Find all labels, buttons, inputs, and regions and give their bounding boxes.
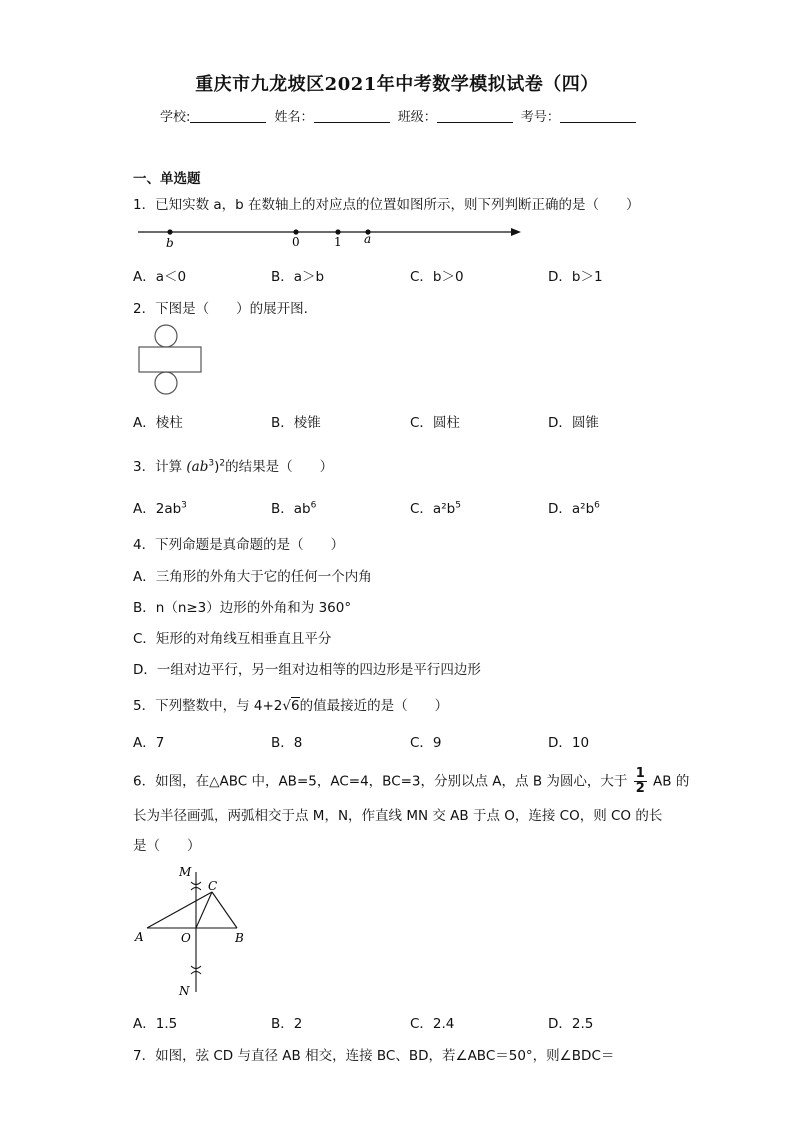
name-blank	[314, 110, 390, 123]
q1-option-a: A．a＜0	[133, 269, 187, 285]
q5-radicand: 6	[290, 698, 300, 714]
q2-option-b: B．棱锥	[271, 415, 321, 431]
school-blank	[190, 110, 266, 123]
class-label: 班级：	[397, 110, 437, 125]
q3-prefix: 3．计算	[133, 459, 187, 475]
q6-option-c: C．2.4	[410, 1016, 455, 1032]
q3-close-paren: )	[214, 459, 220, 475]
question-7-text: 7．如图，弦 CD 与直径 AB 相交，连接 BC、BD，若∠ABC＝50°，则∠BDC＝	[133, 1048, 615, 1064]
fraction-numerator: 1	[635, 766, 645, 781]
q5-option-c: C．9	[410, 735, 442, 751]
question-2-text: 2．下图是（ ）的展开图.	[133, 301, 308, 317]
class-blank	[437, 110, 513, 123]
q4-option-d: D．一组对边平行，另一组对边相等的四边形是平行四边形	[133, 662, 481, 678]
arrow-icon	[511, 228, 521, 236]
label-o: O	[181, 931, 191, 945]
q6-line1-end: AB 的	[653, 773, 690, 790]
q3-exponent-inner: 3	[208, 458, 215, 469]
segment-co	[196, 892, 212, 928]
label-c: C	[208, 879, 218, 893]
q4-option-c: C．矩形的对角线互相垂直且平分	[133, 631, 332, 647]
question-5-text	[133, 694, 448, 714]
question-6-line-1	[133, 767, 689, 796]
question-1-text: 1．已知实数 a，b 在数轴上的对应点的位置如图所示，则下列判断正确的是（ ）	[133, 197, 640, 213]
label-a: A	[135, 930, 144, 944]
school-label: 学校:	[160, 110, 191, 125]
label-zero: 0	[292, 235, 300, 249]
bottom-circle	[155, 372, 177, 394]
number-line-figure	[133, 218, 533, 250]
q1-option-c: C．b＞0	[410, 269, 464, 285]
q6-line1-text: 6．如图，在△ABC 中，AB=5，AC=4，BC=3，分别以点 A，点 B 为圆心，大于	[133, 773, 628, 790]
fraction-denominator: 2	[635, 781, 645, 796]
q5-suffix: 的值最接近的是（ ）	[299, 698, 449, 714]
label-n: N	[179, 984, 190, 998]
point-zero	[293, 229, 298, 234]
q3-suffix: 的结果是（ ）	[225, 459, 334, 475]
question-3-text	[133, 455, 333, 475]
q3-exponent-outer: 2	[219, 458, 226, 469]
q5-option-a: A．7	[133, 735, 165, 751]
label-b: b	[166, 236, 174, 250]
student-info-row	[160, 106, 640, 125]
number-blank	[560, 110, 636, 123]
q4-option-a: A．三角形的外角大于它的任何一个内角	[133, 569, 372, 585]
cylinder-net-figure	[133, 322, 208, 402]
q5-prefix: 5．下列整数中，与 4+2	[133, 698, 283, 714]
segment-ac	[147, 892, 212, 928]
q2-option-d: D．圆锥	[548, 415, 599, 431]
q3-option-b: B．$ab^6$	[271, 500, 317, 517]
label-m: M	[179, 865, 192, 879]
net-rectangle	[139, 347, 201, 372]
point-b	[167, 229, 172, 234]
point-one	[335, 229, 340, 234]
sqrt-icon: √	[282, 698, 291, 714]
question-4-text: 4．下列命题是真命题的是（ ）	[133, 537, 345, 553]
page-title: 重庆市九龙坡区2021年中考数学模拟试卷（四）	[195, 74, 599, 95]
label-one: 1	[334, 235, 342, 249]
fraction-half	[634, 767, 647, 796]
segment-bc	[212, 892, 237, 928]
question-6-line-2: 长为半径画弧，两弧相交于点 M，N，作直线 MN 交 AB 于点 O，连接 CO，则 CO 的长	[133, 808, 663, 824]
q6-option-b: B．2	[271, 1016, 303, 1032]
q5-option-d: D．10	[548, 735, 590, 751]
name-label: 姓名：	[274, 110, 314, 125]
q3-option-d: D．$a^2b^6$	[548, 500, 600, 517]
triangle-figure	[133, 860, 253, 1000]
number-label: 考号：	[520, 110, 560, 125]
q1-option-b: B．a＞b	[271, 269, 325, 285]
label-b: B	[235, 931, 244, 945]
q3-option-a: A．$2ab^3$	[133, 500, 187, 517]
q3-option-c: C．$a^2b^5$	[410, 500, 461, 517]
q6-option-a: A．1.5	[133, 1016, 178, 1032]
q3-expression: (ab	[186, 459, 209, 475]
q2-option-c: C．圆柱	[410, 415, 460, 431]
question-6-line-3: 是（ ）	[133, 838, 201, 854]
q6-option-d: D．2.5	[548, 1016, 594, 1032]
label-a: a	[364, 232, 372, 246]
q1-option-d: D．b＞1	[548, 269, 603, 285]
q5-option-b: B．8	[271, 735, 303, 751]
q4-option-b: B．n（n≥3）边形的外角和为 360°	[133, 600, 352, 616]
top-circle	[155, 325, 177, 347]
section-heading: 一、单选题	[133, 171, 201, 187]
q2-option-a: A．棱柱	[133, 415, 183, 431]
